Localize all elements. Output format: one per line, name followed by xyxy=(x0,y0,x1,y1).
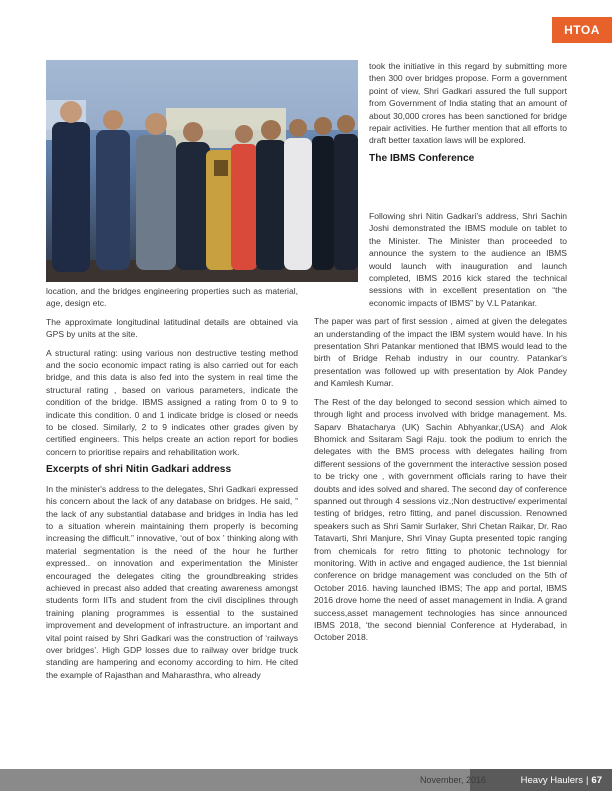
paragraph: The paper was part of first session , aimed at given the delegates an understanding of the impact the IBM system would have. In his presentation Shri Patankar mentioned that IBMS would lead to the birth of Bridge Rehab industry in our country. Patankar's presentation was followed up with presentation by Alok Pandey and Kamlesh Kumar. xyxy=(314,316,567,389)
footer-bar-light xyxy=(0,769,470,791)
paragraph: Following shri Nitin Gadkari's address, Shri Sachin Joshi demonstrated the IBMS module on tablet to the Minister. The Minister than proceeded to announce the system to the audience an IBMS would launch with inauguration and launch completed, IBMS 2016 kick stared the technical sessions with in excellent presentation on “the economic impacts of IBMS” by V.L Patankar. xyxy=(369,211,567,308)
footer-credit xyxy=(521,775,602,786)
paragraph: location, and the bridges engineering properties such as material, age, design etc. xyxy=(46,286,298,309)
page-number: 67 xyxy=(591,775,602,786)
magazine-name: Heavy Haulers xyxy=(520,775,583,786)
paragraph: The Rest of the day belonged to second session which aimed to through light and process involved with bridge management. Ms. Saparv Bhatacharya (UK) Sachin Abhyankar,(USA) and Alok Bhomick and Ssitaram Sagi Raju. took the podium to enrich the delegates with the BMS process with delegates hailing from different sessions of the government the interactive session posed to be tricky one , with government officials raring to have their doubts and ides solved and shared. The second day of conference spanned out through 4 sessions viz.;Non destructive/ experimental testing of bridges, retro fitting, and panel discussion. Renowned speakers such as Shri Samir Surlaker, Shri Chetan Raikar, Dr. Rao Tatavarti, Shri Manjure, Shri Vinay Gupta presented topic ranging from chemicals for retro fitting to photonic technology for monitoring. With in active and engaged audience, the 1st biennial conference on bridge management was concluded on the 5th of October 2016. having launched IBMS; The app and portal, IBMS 2016 drove home the need of asset management in India. A grand success,asset management technologies has since announced IBMS 2018, ‘the second biennial Conference at Hyderabad, in October 2018. xyxy=(314,396,567,643)
section-heading: The IBMS Conference xyxy=(369,152,475,164)
paragraph: A structural rating: using various non destructive testing method and the socio economic impact rating is also carried out for each bridge, and this data is also fed into the system in real time the structural rating , based on various parameters, indicate the condition of the bridge. IBMS assigned a rating from 0 to 9 to indicate this condition. 0 and 1 indicate bridge is closed or needs to be closed. Similarly, 2 to 9 indicates other grades given by certified engineers. This helps create an action report for bodies concern to prioritise repairs and rehabilitation work. xyxy=(46,347,298,457)
right-column xyxy=(314,211,567,650)
conference-photo xyxy=(46,60,358,282)
paragraph: The approximate longitudinal latitudinal details are obtained via GPS by units at the site. xyxy=(46,316,298,340)
section-heading: Excerpts of shri Nitin Gadkari address xyxy=(46,464,232,476)
issue-date: November, 2016 xyxy=(420,775,487,785)
paragraph: took the initiative in this regard by submitting more then 300 over bridges propose. Form a government point of view, Shri Gadkari assured the full support from Government of India stating that an amount of about 30,000 crores has been sanctioned for bridge repair activities. He further mention that all efforts to draft better taxation laws will be explored. xyxy=(369,61,567,146)
paragraph: In the minister's address to the delegates, Shri Gadkari expressed his concern about the lack of any database on bridges. He said, ” the lack of any substantial database and bridges in India has led to a situation wherein maintaining them properly is becoming increasing the difficult.” innovative, ‘out of box ’ thinking along with material segmentation is the need of the hour he further expressed.. on innovation and experimentation the Minister encouraged the delegates citing the groundbreaking strides achieved in precast also added that creating awareness amongst students form IITs and student from the civil disciplines through training planing programmes is essential to the sustained improvement and development of infrastructure. an important and vital point raised by Shri Gadkari was the construction of ‘railways over bridges’. High GDP losses due to railway over bridge truck standing are hampering and economy according to him. He cited the example of Rajasthan and Maharasthra, who already xyxy=(46,483,298,680)
left-column xyxy=(46,285,298,687)
right-column-top xyxy=(369,60,567,171)
section-tag: HTOA xyxy=(552,17,612,43)
separator: | xyxy=(585,775,589,786)
